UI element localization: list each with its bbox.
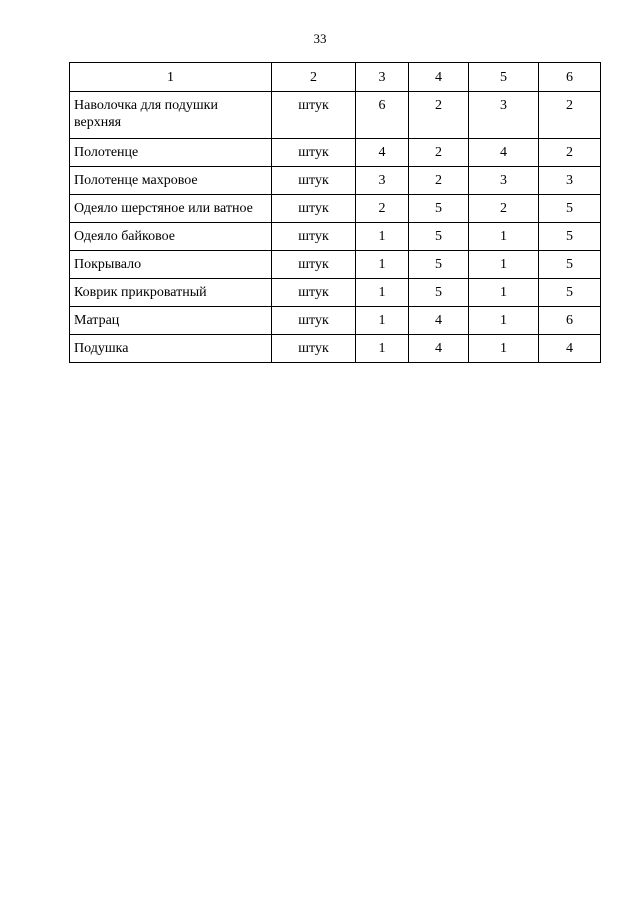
item-value-col4: 5 bbox=[409, 251, 469, 279]
item-unit: штук bbox=[272, 335, 356, 363]
item-name: Подушка bbox=[70, 335, 272, 363]
item-value-col6: 3 bbox=[539, 167, 601, 195]
item-value-col3: 1 bbox=[356, 223, 409, 251]
item-name: Покрывало bbox=[70, 251, 272, 279]
item-value-col3: 4 bbox=[356, 139, 409, 167]
item-value-col4: 4 bbox=[409, 335, 469, 363]
item-value-col5: 3 bbox=[469, 92, 539, 139]
item-value-col3: 1 bbox=[356, 335, 409, 363]
item-value-col3: 1 bbox=[356, 307, 409, 335]
item-value-col4: 2 bbox=[409, 167, 469, 195]
table-row bbox=[70, 223, 601, 251]
item-value-col5: 1 bbox=[469, 223, 539, 251]
item-value-col5: 1 bbox=[469, 335, 539, 363]
table-row bbox=[70, 307, 601, 335]
page-number: 33 bbox=[313, 31, 327, 46]
item-value-col5: 3 bbox=[469, 167, 539, 195]
item-unit: штук bbox=[272, 223, 356, 251]
table-row bbox=[70, 335, 601, 363]
header-cell-5: 5 bbox=[469, 63, 539, 92]
item-value-col3: 3 bbox=[356, 167, 409, 195]
table-row bbox=[70, 167, 601, 195]
item-value-col6: 5 bbox=[539, 223, 601, 251]
item-unit: штук bbox=[272, 195, 356, 223]
item-value-col4: 2 bbox=[409, 139, 469, 167]
item-value-col6: 2 bbox=[539, 92, 601, 139]
header-cell-3: 3 bbox=[356, 63, 409, 92]
item-value-col6: 5 bbox=[539, 251, 601, 279]
item-value-col3: 2 bbox=[356, 195, 409, 223]
item-name: Полотенце bbox=[70, 139, 272, 167]
item-unit: штук bbox=[272, 251, 356, 279]
item-name: Матрац bbox=[70, 307, 272, 335]
table-row bbox=[70, 195, 601, 223]
item-value-col5: 4 bbox=[469, 139, 539, 167]
item-value-col6: 6 bbox=[539, 307, 601, 335]
item-unit: штук bbox=[272, 307, 356, 335]
item-value-col5: 1 bbox=[469, 279, 539, 307]
item-name: Одеяло байковое bbox=[70, 223, 272, 251]
items-table bbox=[69, 62, 601, 363]
header-cell-2: 2 bbox=[272, 63, 356, 92]
table-row bbox=[70, 139, 601, 167]
item-value-col3: 1 bbox=[356, 251, 409, 279]
item-value-col3: 6 bbox=[356, 92, 409, 139]
table-row bbox=[70, 251, 601, 279]
item-value-col4: 5 bbox=[409, 223, 469, 251]
item-unit: штук bbox=[272, 92, 356, 139]
item-value-col6: 4 bbox=[539, 335, 601, 363]
item-value-col6: 5 bbox=[539, 279, 601, 307]
item-value-col4: 5 bbox=[409, 279, 469, 307]
header-cell-1: 1 bbox=[70, 63, 272, 92]
header-cell-6: 6 bbox=[539, 63, 601, 92]
item-unit: штук bbox=[272, 167, 356, 195]
table-row bbox=[70, 92, 601, 139]
item-value-col5: 1 bbox=[469, 307, 539, 335]
item-value-col3: 1 bbox=[356, 279, 409, 307]
item-name: Полотенце махровое bbox=[70, 167, 272, 195]
item-name: Коврик прикроватный bbox=[70, 279, 272, 307]
item-value-col5: 1 bbox=[469, 251, 539, 279]
item-value-col4: 5 bbox=[409, 195, 469, 223]
item-name: Одеяло шерстяное или ватное bbox=[70, 195, 272, 223]
item-value-col4: 2 bbox=[409, 92, 469, 139]
item-value-col4: 4 bbox=[409, 307, 469, 335]
item-unit: штук bbox=[272, 139, 356, 167]
item-name: Наволочка для подушки верхняя bbox=[70, 92, 272, 139]
item-value-col5: 2 bbox=[469, 195, 539, 223]
item-unit: штук bbox=[272, 279, 356, 307]
table-header-row bbox=[70, 63, 601, 92]
item-value-col6: 5 bbox=[539, 195, 601, 223]
item-value-col6: 2 bbox=[539, 139, 601, 167]
header-cell-4: 4 bbox=[409, 63, 469, 92]
table-row bbox=[70, 279, 601, 307]
